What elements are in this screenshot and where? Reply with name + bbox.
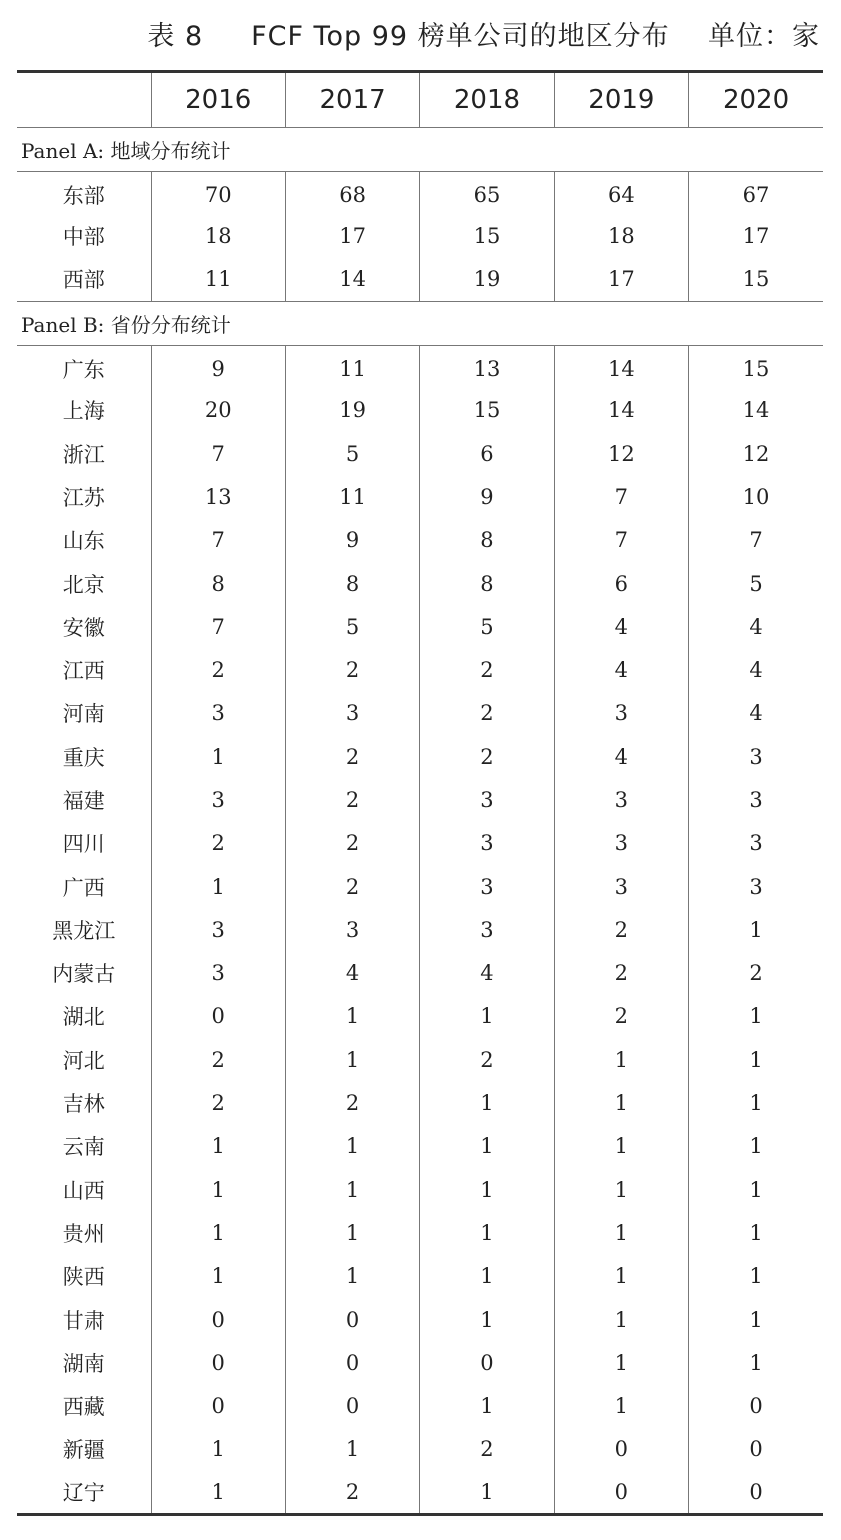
table-row — [17, 1385, 823, 1428]
count-cell: 2 — [285, 1471, 419, 1514]
count-cell: 3 — [689, 778, 823, 821]
count-cell: 1 — [285, 1255, 419, 1298]
count-cell: 12 — [554, 432, 688, 475]
table-row — [17, 692, 823, 735]
table-row — [17, 952, 823, 995]
count-cell: 1 — [285, 1038, 419, 1081]
table-row — [17, 1471, 823, 1514]
table-row — [17, 735, 823, 778]
count-cell: 1 — [689, 995, 823, 1038]
count-cell: 8 — [420, 562, 554, 605]
region-name: 四川 — [62, 832, 105, 857]
count-cell: 2 — [554, 908, 688, 951]
count-cell: 4 — [554, 735, 688, 778]
count-cell: 4 — [285, 952, 419, 995]
count-cell: 64 — [554, 172, 688, 215]
count-cell: 1 — [420, 1255, 554, 1298]
count-cell: 1 — [689, 1255, 823, 1298]
region-name: 贵州 — [62, 1221, 105, 1246]
header-year: 2017 — [285, 72, 419, 128]
count-cell: 20 — [151, 389, 285, 432]
count-cell: 7 — [554, 519, 688, 562]
region-name: 内蒙古 — [52, 962, 116, 987]
table-row — [17, 1081, 823, 1124]
count-cell: 65 — [420, 172, 554, 215]
count-cell: 0 — [151, 1298, 285, 1341]
count-cell: 2 — [420, 1428, 554, 1471]
header-blank — [17, 72, 151, 128]
region-name: 上海 — [62, 399, 105, 424]
table-row — [17, 562, 823, 605]
table-row — [17, 172, 823, 215]
count-cell: 1 — [554, 1125, 688, 1168]
count-cell: 1 — [151, 1255, 285, 1298]
count-cell: 0 — [554, 1471, 688, 1514]
count-cell: 0 — [151, 1385, 285, 1428]
count-cell: 13 — [420, 345, 554, 388]
count-cell: 1 — [285, 1168, 419, 1211]
count-cell: 4 — [689, 605, 823, 648]
count-cell: 1 — [554, 1038, 688, 1081]
table-unit: 单位：家 — [708, 21, 820, 52]
count-cell: 4 — [554, 648, 688, 691]
region-name: 广东 — [62, 357, 105, 382]
count-cell: 2 — [689, 952, 823, 995]
table-row — [17, 1125, 823, 1168]
region-name: 吉林 — [62, 1092, 105, 1117]
count-cell: 0 — [285, 1341, 419, 1384]
count-cell: 17 — [689, 215, 823, 258]
table-row — [17, 389, 823, 432]
count-cell: 1 — [285, 995, 419, 1038]
count-cell: 11 — [151, 258, 285, 301]
count-cell: 3 — [151, 692, 285, 735]
region-name: 重庆 — [62, 745, 105, 770]
count-cell: 1 — [151, 1168, 285, 1211]
region-name: 山东 — [62, 529, 105, 554]
count-cell: 15 — [689, 345, 823, 388]
region-name: 黑龙江 — [52, 918, 116, 943]
count-cell: 2 — [151, 822, 285, 865]
count-cell: 4 — [420, 952, 554, 995]
count-cell: 1 — [285, 1125, 419, 1168]
count-cell: 2 — [554, 995, 688, 1038]
count-cell: 2 — [151, 1081, 285, 1124]
count-cell: 1 — [689, 1081, 823, 1124]
header-year: 2019 — [554, 72, 688, 128]
count-cell: 7 — [689, 519, 823, 562]
table-row — [17, 1168, 823, 1211]
count-cell: 1 — [689, 1038, 823, 1081]
table-number: 表 8 — [147, 21, 204, 52]
count-cell: 0 — [689, 1428, 823, 1471]
region-name: 山西 — [62, 1178, 105, 1203]
count-cell: 3 — [285, 692, 419, 735]
count-cell: 3 — [151, 908, 285, 951]
count-cell: 5 — [285, 605, 419, 648]
table-row — [17, 1341, 823, 1384]
table-row — [17, 432, 823, 475]
count-cell: 3 — [420, 865, 554, 908]
count-cell: 17 — [554, 258, 688, 301]
table-row — [17, 778, 823, 821]
region-name: 西藏 — [62, 1395, 105, 1420]
count-cell: 5 — [689, 562, 823, 605]
count-cell: 0 — [689, 1385, 823, 1428]
count-cell: 6 — [554, 562, 688, 605]
count-cell: 14 — [689, 389, 823, 432]
count-cell: 2 — [151, 648, 285, 691]
count-cell: 14 — [554, 389, 688, 432]
count-cell: 2 — [420, 1038, 554, 1081]
region-name: 辽宁 — [62, 1481, 105, 1505]
table-row — [17, 822, 823, 865]
count-cell: 1 — [554, 1298, 688, 1341]
count-cell: 19 — [420, 258, 554, 301]
count-cell: 4 — [554, 605, 688, 648]
count-cell: 19 — [285, 389, 419, 432]
count-cell: 3 — [554, 822, 688, 865]
count-cell: 0 — [151, 1341, 285, 1384]
count-cell: 1 — [689, 908, 823, 951]
count-cell: 68 — [285, 172, 419, 215]
count-cell: 9 — [285, 519, 419, 562]
region-name: 湖北 — [62, 1005, 105, 1030]
count-cell: 3 — [689, 822, 823, 865]
count-cell: 7 — [151, 605, 285, 648]
region-name: 北京 — [62, 572, 105, 597]
count-cell: 1 — [554, 1341, 688, 1384]
region-name: 陕西 — [62, 1265, 105, 1290]
region-name: 中部 — [62, 225, 105, 250]
count-cell: 15 — [689, 258, 823, 301]
count-cell: 7 — [554, 475, 688, 518]
count-cell: 1 — [285, 1428, 419, 1471]
count-cell: 0 — [285, 1385, 419, 1428]
region-name: 东部 — [62, 183, 105, 208]
region-name: 湖南 — [62, 1351, 105, 1376]
count-cell: 13 — [151, 475, 285, 518]
count-cell: 3 — [420, 908, 554, 951]
count-cell: 18 — [151, 215, 285, 258]
count-cell: 1 — [689, 1341, 823, 1384]
table-row — [17, 865, 823, 908]
table-row — [17, 1211, 823, 1254]
count-cell: 14 — [285, 258, 419, 301]
count-cell: 2 — [420, 648, 554, 691]
count-cell: 1 — [420, 1125, 554, 1168]
table-caption: FCF Top 99 榜单公司的地区分布 — [251, 21, 670, 52]
table-row — [17, 908, 823, 951]
region-name: 江西 — [62, 659, 105, 684]
table-header — [17, 72, 823, 128]
region-name: 河南 — [62, 702, 105, 727]
count-cell: 2 — [420, 735, 554, 778]
count-cell: 8 — [151, 562, 285, 605]
table-row — [17, 1038, 823, 1081]
count-cell: 14 — [554, 345, 688, 388]
region-name: 河北 — [62, 1048, 105, 1073]
count-cell: 3 — [689, 865, 823, 908]
region-name: 甘肃 — [62, 1308, 105, 1333]
count-cell: 0 — [151, 995, 285, 1038]
count-cell: 8 — [420, 519, 554, 562]
count-cell: 3 — [285, 908, 419, 951]
count-cell: 70 — [151, 172, 285, 215]
table-row — [17, 1428, 823, 1471]
count-cell: 1 — [689, 1125, 823, 1168]
count-cell: 1 — [689, 1168, 823, 1211]
count-cell: 1 — [420, 1385, 554, 1428]
count-cell: 0 — [554, 1428, 688, 1471]
count-cell: 1 — [554, 1255, 688, 1298]
header-year: 2018 — [420, 72, 554, 128]
count-cell: 2 — [285, 865, 419, 908]
count-cell: 1 — [420, 1298, 554, 1341]
region-name: 福建 — [62, 789, 105, 813]
count-cell: 15 — [420, 389, 554, 432]
count-cell: 2 — [285, 648, 419, 691]
count-cell: 4 — [689, 648, 823, 691]
count-cell: 3 — [554, 692, 688, 735]
table-row — [17, 258, 823, 301]
count-cell: 10 — [689, 475, 823, 518]
count-cell: 17 — [285, 215, 419, 258]
count-cell: 1 — [689, 1211, 823, 1254]
count-cell: 3 — [420, 778, 554, 821]
count-cell: 0 — [285, 1298, 419, 1341]
table-row — [17, 648, 823, 691]
count-cell: 2 — [554, 952, 688, 995]
count-cell: 1 — [151, 1471, 285, 1514]
count-cell: 5 — [420, 605, 554, 648]
count-cell: 7 — [151, 519, 285, 562]
count-cell: 3 — [554, 778, 688, 821]
table-row — [17, 345, 823, 388]
panel-label-row — [17, 128, 823, 172]
panel-label: Panel A: 地域分布统计 — [21, 139, 231, 163]
count-cell: 1 — [151, 735, 285, 778]
count-cell: 1 — [420, 1471, 554, 1514]
count-cell: 2 — [285, 1081, 419, 1124]
region-name: 安徽 — [62, 615, 105, 640]
region-name: 江苏 — [62, 485, 105, 510]
count-cell: 2 — [285, 735, 419, 778]
region-name: 西部 — [62, 268, 105, 293]
count-cell: 1 — [554, 1168, 688, 1211]
header-year: 2020 — [689, 72, 823, 128]
count-cell: 3 — [420, 822, 554, 865]
count-cell: 9 — [151, 345, 285, 388]
count-cell: 1 — [420, 1081, 554, 1124]
count-cell: 2 — [151, 1038, 285, 1081]
table-body — [17, 128, 823, 1515]
count-cell: 5 — [285, 432, 419, 475]
count-cell: 2 — [285, 778, 419, 821]
panel-label: Panel B: 省份分布统计 — [21, 312, 231, 337]
count-cell: 0 — [420, 1341, 554, 1384]
count-cell: 1 — [420, 1168, 554, 1211]
count-cell: 1 — [420, 1211, 554, 1254]
count-cell: 1 — [554, 1081, 688, 1124]
count-cell: 1 — [554, 1211, 688, 1254]
table-row — [17, 995, 823, 1038]
count-cell: 3 — [151, 778, 285, 821]
count-cell: 1 — [554, 1385, 688, 1428]
region-name: 浙江 — [62, 442, 105, 467]
count-cell: 12 — [689, 432, 823, 475]
count-cell: 1 — [285, 1211, 419, 1254]
header-year: 2016 — [151, 72, 285, 128]
table-row — [17, 215, 823, 258]
table-row — [17, 1255, 823, 1298]
table-title — [0, 14, 820, 53]
count-cell: 67 — [689, 172, 823, 215]
count-cell: 18 — [554, 215, 688, 258]
table-row — [17, 1298, 823, 1341]
count-cell: 1 — [151, 865, 285, 908]
count-cell: 3 — [689, 735, 823, 778]
count-cell: 15 — [420, 215, 554, 258]
count-cell: 11 — [285, 475, 419, 518]
count-cell: 1 — [151, 1125, 285, 1168]
count-cell: 1 — [689, 1298, 823, 1341]
count-cell: 1 — [151, 1211, 285, 1254]
count-cell: 6 — [420, 432, 554, 475]
region-name: 广西 — [62, 875, 105, 900]
panel-label-row — [17, 301, 823, 345]
table-row — [17, 475, 823, 518]
count-cell: 8 — [285, 562, 419, 605]
table-row — [17, 519, 823, 562]
count-cell: 3 — [554, 865, 688, 908]
count-cell: 2 — [285, 822, 419, 865]
table-row — [17, 605, 823, 648]
count-cell: 4 — [689, 692, 823, 735]
count-cell: 3 — [151, 952, 285, 995]
region-name: 云南 — [62, 1135, 105, 1160]
region-distribution-table — [17, 70, 823, 1516]
count-cell: 1 — [420, 995, 554, 1038]
region-name: 新疆 — [62, 1438, 105, 1463]
count-cell: 7 — [151, 432, 285, 475]
count-cell: 2 — [420, 692, 554, 735]
count-cell: 9 — [420, 475, 554, 518]
count-cell: 0 — [689, 1471, 823, 1514]
count-cell: 1 — [151, 1428, 285, 1471]
count-cell: 11 — [285, 345, 419, 388]
